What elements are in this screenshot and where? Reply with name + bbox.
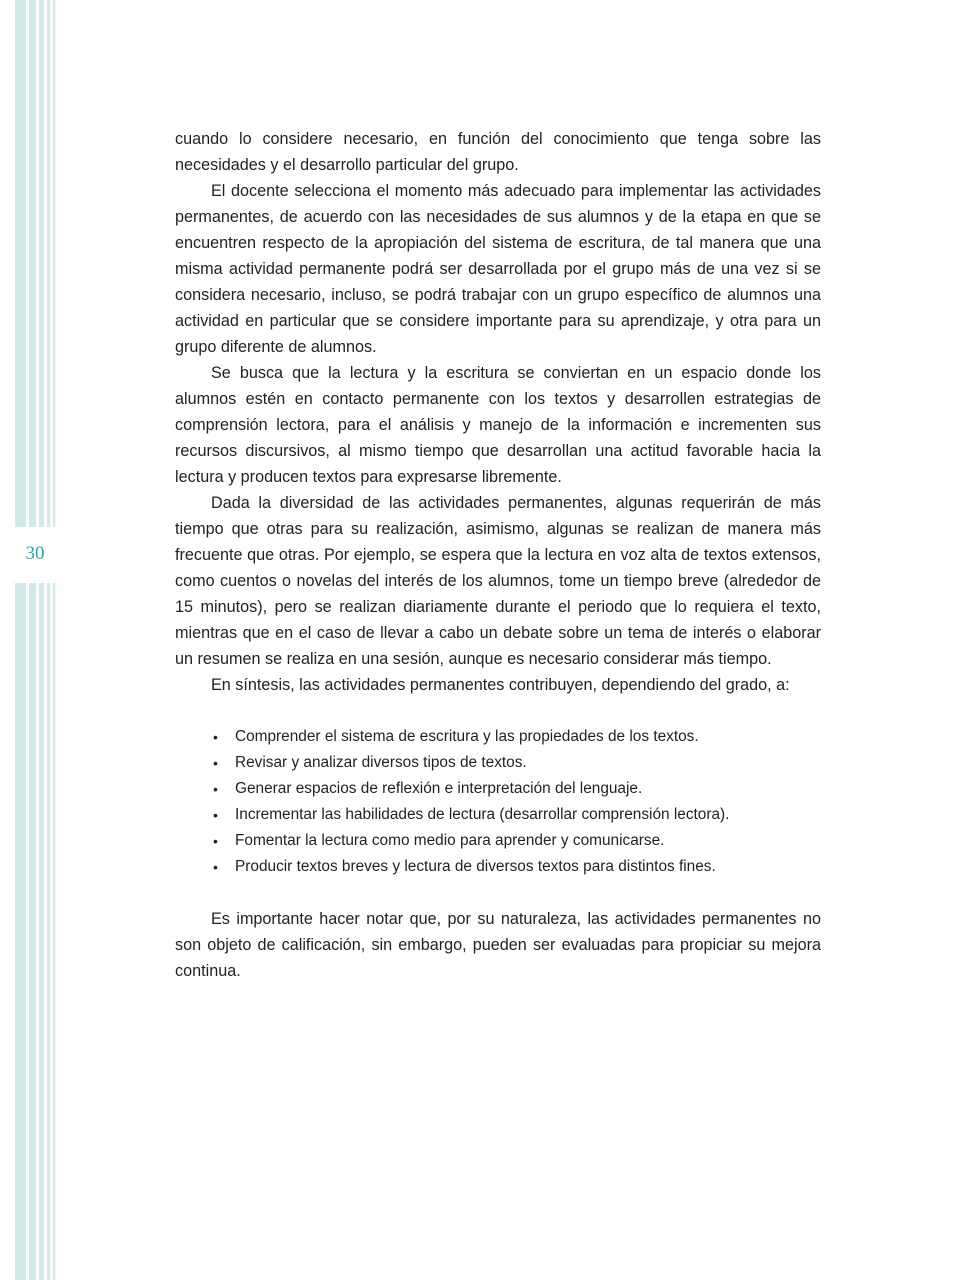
bullet-icon: •: [213, 807, 218, 823]
bullet-icon: •: [213, 755, 218, 771]
bullet-list: [175, 724, 821, 880]
margin-stripe: [47, 0, 50, 1280]
list-item-text: Revisar y analizar diversos tipos de textos.: [235, 754, 527, 771]
body-paragraph: En síntesis, las actividades permanentes contribuyen, dependiendo del grado, a:: [211, 676, 790, 694]
list-item: [211, 802, 821, 828]
body-paragraph: Se busca que la lectura y la escritura se conviertan en un espacio donde los alumnos estén en contacto permanente con los textos y desarrollen estrategias de comprensión lectora, para el análisis y manejo de la información e incrementen sus recursos discursivos, al mismo tiempo que desarrollan una actitud favorable hacia la lectura y producen textos para expresarse libremente.: [175, 364, 821, 486]
list-item-text: Producir textos breves y lectura de diversos textos para distintos fines.: [235, 858, 716, 875]
list-item-text: Comprender el sistema de escritura y las propiedades de los textos.: [235, 728, 699, 745]
list-item: [211, 750, 821, 776]
margin-stripe: [39, 0, 44, 1280]
list-item-text: Incrementar las habilidades de lectura (desarrollar comprensión lectora).: [235, 806, 730, 823]
paragraphs-before: [175, 126, 821, 698]
margin-stripe: [15, 0, 26, 1280]
body-paragraph: El docente selecciona el momento más adecuado para implementar las actividades permanentes, de acuerdo con las necesidades de sus alumnos y de la etapa en que se encuentren respecto de la apropiación del sistema de escritura, de tal manera que una misma actividad permanente podrá ser desarrollada por el grupo más de una vez si se considera necesario, incluso, se podrá trabajar con un grupo específico de alumnos una actividad en particular que se considere importante para su aprendizaje, y otra para un grupo diferente de alumnos.: [175, 182, 821, 356]
margin-decoration-stripes: [0, 0, 60, 1280]
margin-stripe: [53, 0, 55, 1280]
list-item: [211, 776, 821, 802]
bullet-icon: •: [213, 729, 218, 745]
bullet-icon: •: [213, 833, 218, 849]
margin-stripe: [29, 0, 36, 1280]
bullet-icon: •: [213, 781, 218, 797]
closing-paragraph: Es importante hacer notar que, por su naturaleza, las actividades permanentes no son objeto de calificación, sin embargo, pueden ser evaluadas para propiciar su mejora continua.: [175, 910, 821, 980]
list-item-text: Fomentar la lectura como medio para aprender y comunicarse.: [235, 832, 665, 849]
page-body: [175, 126, 821, 984]
bullet-icon: •: [213, 859, 218, 875]
body-paragraph: Dada la diversidad de las actividades permanentes, algunas requerirán de más tiempo que otras para su realización, asimismo, algunas se realizan de manera más frecuente que otras. Por ejemplo, se espera que la lectura en voz alta de textos extensos, como cuentos o novelas del interés de los alumnos, tome un tiempo breve (alrededor de 15 minutos), pero se realizan diariamente durante el periodo que lo requiera el texto, mientras que en el caso de llevar a cabo un debate sobre un tema de interés o elaborar un resumen se realiza en una sesión, aunque es necesario considerar más tiempo.: [175, 494, 821, 668]
list-item: [211, 828, 821, 854]
page-number: 30: [25, 543, 45, 564]
list-item: [211, 854, 821, 880]
list-item: [211, 724, 821, 750]
list-item-text: Generar espacios de reflexión e interpretación del lenguaje.: [235, 780, 643, 797]
body-paragraph: cuando lo considere necesario, en función del conocimiento que tenga sobre las necesidades y el desarrollo particular del grupo.: [175, 130, 821, 174]
